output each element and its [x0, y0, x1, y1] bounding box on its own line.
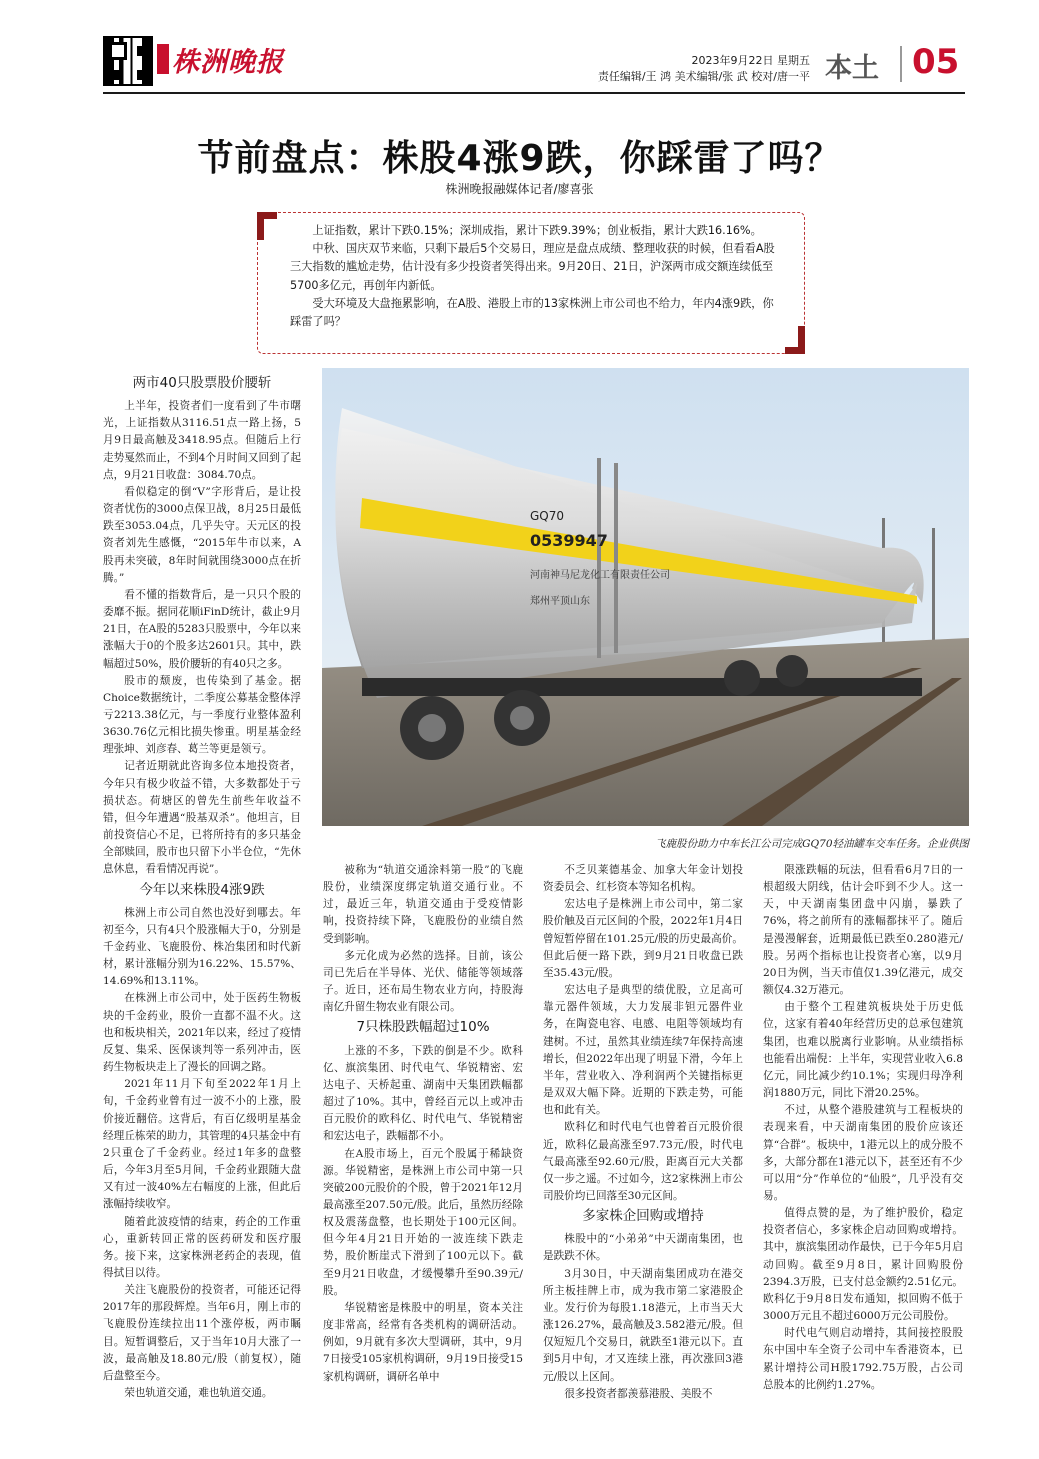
tank-company: 河南神马尼龙化工有限责任公司	[530, 570, 670, 581]
tank-station: 郑州平顶山东	[530, 596, 590, 607]
paragraph: 很多投资者都羡慕港股、美股不	[564, 1387, 713, 1400]
paragraph: 多元化成为必然的选择。目前，该公司已先后在半导体、光伏、储能等领域落子。近日，还布局生物农业方向，持股海南亿升留生物农业有限公司。	[323, 949, 523, 1014]
paragraph: 由于整个工程建筑板块处于历史低位，这家有着40年经营历史的总承包建筑集团，也难以脱离行业影响。从业绩指标也能看出端倪：上半年，实现营业收入6.8亿元，同比减少约10.1%；实现归母净利润1880万元，同比下滑20.25%。	[763, 1001, 963, 1100]
paragraph: 在株洲上市公司中，处于医药生物板块的千金药业，股价一直都不温不火。这也和板块相关，2021年以来，经过了疫情反复、集采、医保谈判等一系列冲击，医药生物板块走上了漫长的回调之路。	[103, 992, 301, 1074]
paragraph: 宏达电子是株洲上市公司中，第二家股价触及百元区间的个股，2022年1月4日曾短暂停留在101.25元/股的历史最高价。但此后便一路下跌，到9月21日收盘已跌至35.43元/股。	[543, 898, 743, 979]
paragraph: 华锐精密是株股中的明星，资本关注度非常高，经常有各类机构的调研活动。例如，9月就有多次大型调研，其中，9月7日接受105家机构调研，9月19日接受15家机构调研，调研名单中	[323, 1301, 523, 1383]
paragraph: 荣也轨道交通，难也轨道交通。	[124, 1387, 273, 1400]
paragraph: 3月30日，中天湖南集团成功在港交所主板挂牌上市，成为我市第二家港股企业。发行价为每股1.18港元，上市当天大涨126.27%，最高触及3.582港元/股。但仅短短几个交易日，就跌至1港元以下。直到5月中旬，才又连续上涨，再次涨回3港元/股以上区间。	[543, 1267, 743, 1383]
paragraph: 被称为“轨道交通涂料第一股”的飞鹿股份，业绩深度绑定轨道交通行业。不过，最近三年，轨道交通由于受疫情影响，投资持续下降，飞鹿股份的业绩自然受到影响。	[323, 864, 523, 945]
headline: 节前盘点：株股4涨9跌，你踩雷了吗？	[197, 138, 842, 179]
page-number: 05	[912, 42, 960, 82]
paragraph: 关注飞鹿股份的投资者，可能还记得2017年的那段辉煌。当年6月，刚上市的飞鹿股份连续拉出11个涨停板，两市瞩目。短暂调整后，又于当年10月大涨了一波，最高触及18.80元/股（前复权），随后盘整至今。	[103, 1284, 301, 1382]
paragraph: 宏达电子是典型的绩优股，立足高可靠元器件领域，大力发展非钽元器件业务，在陶瓷电容、电感、电阻等领域均有建树。不过，虽然其业绩连续7年保持高速增长，但2022年出现了明显下滑，今年上半年，营业收入、净利润两个关键指标更是双双大幅下降。近期的下跌走势，可能也和此有关。	[543, 984, 743, 1117]
column-2	[323, 862, 523, 1386]
column-3	[543, 862, 743, 1403]
tank-code-2: 0539947	[530, 531, 608, 550]
photo-caption: 飞鹿股份助力中车长江公司完成GQ70轻油罐车交车任务。企业供图	[655, 838, 969, 850]
editor-credits: 责任编辑/王 鸿 美术编辑/张 武 校对/唐一平	[597, 70, 810, 83]
subhead: 今年以来株股4涨9跌	[139, 881, 265, 898]
summary-paragraph: 中秋、国庆双节来临，只剩下最后5个交易日，理应是盘点成绩、整理收获的时候，但看看A股三大指数的尴尬走势，估计没有多少投资者笑得出来。9月20日、21日，沪深两市成交额连续低至5700多亿元，再创年内新低。	[290, 242, 775, 292]
paragraph: 不过，从整个港股建筑与工程板块的表现来看，中天湖南集团的股价应该还算“合群”。板块中，1港元以上的成分股不多，大部分都在1港元以下，甚至还有不少可以用“分”作单位的“仙股”，几乎没有交易。	[763, 1104, 963, 1202]
paragraph: 上涨的不多，下跌的倒是不少。欧科亿、旗滨集团、时代电气、华锐精密、宏达电子、天桥起重、湖南中天集团跌幅都超过了10%。其中，曾经百元以上或冲击百元股价的欧科亿、时代电气、华锐精密和宏达电子，跌幅都不小。	[323, 1044, 523, 1143]
paragraph: 在A股市场上，百元个股属于稀缺资源。华锐精密，是株洲上市公司中第一只突破200元股价的个股，曾于2021年12月最高涨至207.50元/股。此后，虽然历经除权及震荡盘整，也长期处于100元区间。但今年4月21日开始的一波连续下跌走势，股价断崖式下滑到了100元以下。截至9月21日收盘，才缓慢攀升至90.39元/股。	[323, 1147, 523, 1297]
subhead: 7只株股跌幅超过10%	[356, 1019, 490, 1036]
logo-seal-icon	[157, 44, 169, 74]
summary-paragraph: 上证指数，累计下跌0.15%；深圳成指，累计下跌9.39%；创业板指，累计大跌16.16%。	[312, 224, 762, 237]
summary-corner-bottom-right	[785, 326, 805, 354]
issue-date: 2023年9月22日 星期五	[691, 54, 810, 67]
paragraph: 株洲上市公司自然也没好到哪去。年初至今，只有4只个股涨幅大于0，分别是千金药业、飞鹿股份、株冶集团和时代新材，累计涨幅分别为16.22%、15.57%、14.69%和13.11%。	[103, 906, 301, 988]
subhead: 两市40只股票股价腰斩	[132, 375, 272, 391]
qr-code	[103, 36, 153, 86]
tank-code-1: GQ70	[530, 509, 565, 523]
summary-corner-top-left	[257, 212, 277, 240]
paragraph: 时代电气则启动增持，其间接控股股东中国中车全资子公司中车香港资本，已累计增持公司H股1792.75万股，占公司总股本的比例约1.27%。	[763, 1327, 963, 1391]
paragraph: 记者近期就此咨询多位本地投资者，今年只有极少收益不错，大多数都处于亏损状态。荷塘区的曾先生前些年收益不错，但今年遭遇“股基双杀”。他坦言，目前投资信心不足，已将所持有的多只基金全部赎回，股市也只留下小半仓位，“先休息休息，看看情况再说”。	[103, 760, 301, 876]
paragraph: 限涨跌幅的玩法，但看看6月7日的一根超级大阴线，估计会吓到不少人。这一天，中天湖南集团盘中闪崩，暴跌了76%，将之前所有的涨幅都抹平了。随后是漫漫解套，近期最低已跌至0.280港元/股。另两个指标也让投资者心塞，以9月20日为例，当天市值仅1.39亿港元，成交额仅4.32万港元。	[763, 864, 963, 997]
paragraph: 随着此波疫情的结束，药企的工作重心，重新转回正常的医药研发和医疗服务。接下来，这家株洲老药企的表现，值得拭目以待。	[103, 1215, 301, 1279]
tank-car-photo	[322, 368, 969, 826]
paragraph: 上半年，投资者们一度看到了牛市曙光，上证指数从3116.51点一路上扬，5月9日最高触及3418.95点。但随后上行走势戛然而止，不到4个月时间又回到了起点，9月21日收盘：3084.70点。	[103, 400, 301, 481]
summary-paragraph: 受大环境及大盘拖累影响，在A股、港股上市的13家株洲上市公司也不给力，年内4涨9跌，你踩雷了吗？	[290, 296, 774, 329]
newspaper-logo: 株洲晚报	[172, 47, 284, 78]
paragraph: 股市的颓废，也传染到了基金。据Choice数据统计，二季度公募基金整体浮亏2213.38亿元，与一季度行业整体盈利3630.76亿元相比损失惨重。明星基金经理张坤、刘彦春、葛兰等更是领亏。	[103, 674, 301, 756]
paragraph: 值得点赞的是，为了维护股价，稳定投资者信心，多家株企启动回购或增持。其中，旗滨集团动作最快，已于今年5月启动回购。截至9月8日，累计回购股份2394.3万股，已支付总金额约2.51亿元。欧科亿于9月8日发布通知，拟回购不低于3000万元且不超过6000万元公司股份。	[763, 1207, 963, 1323]
paragraph: 看不懂的指数背后，是一只只个股的委靡不振。据同花顺iFinD统计，截止9月21日，在A股的5283只股票中，今年以来涨幅大于0的个股多达2601只。其中，跌幅超过50%，股价腰斩的有40只之多。	[103, 588, 301, 670]
paragraph: 不乏贝莱德基金、加拿大年金计划投资委员会、红杉资本等知名机构。	[543, 864, 743, 894]
subhead: 多家株企回购或增持	[582, 1208, 704, 1225]
paragraph: 看似稳定的倒“V”字形背后，是让投资者忧伤的3000点保卫战，8月25日最低跌至3053.04点，几乎失守。天元区的投资者刘先生感慨，“2015年牛市以来，A股再未突破，8年时间就围绕3000点在折腾。”	[103, 485, 301, 584]
paragraph: 2021年11月下旬至2022年1月上旬，千金药业曾有过一波不小的上涨，股价接近翻倍。这背后，有百亿级明星基金经理丘栋荣的助力，其管理的4只基金中有2只重仓了千金药业。经过1年多的盘整后，今年3月至5月间，千金药业跟随大盘又有过一波40%左右幅度的上涨，但此后涨幅持续收窄。	[103, 1078, 301, 1211]
column-1	[103, 372, 301, 1402]
byline: 株洲晚报融媒体记者/廖喜张	[445, 182, 594, 196]
header-rule	[103, 92, 965, 94]
paragraph: 欧科亿和时代电气也曾着百元股价很近，欧科亿最高涨至97.73元/股，时代电气最高涨至92.60元/股，距离百元大关都仅一步之遥。不过如今，这2家株洲上市公司股价均已回落至30元区间。	[543, 1121, 743, 1202]
paragraph: 株股中的“小弟弟”中天湖南集团，也是跌跌不休。	[543, 1233, 743, 1263]
summary-text	[290, 222, 780, 331]
section-name: 本土	[825, 53, 879, 84]
header-divider	[900, 46, 902, 82]
tank-car-illustration	[322, 368, 969, 826]
column-4	[763, 862, 963, 1394]
